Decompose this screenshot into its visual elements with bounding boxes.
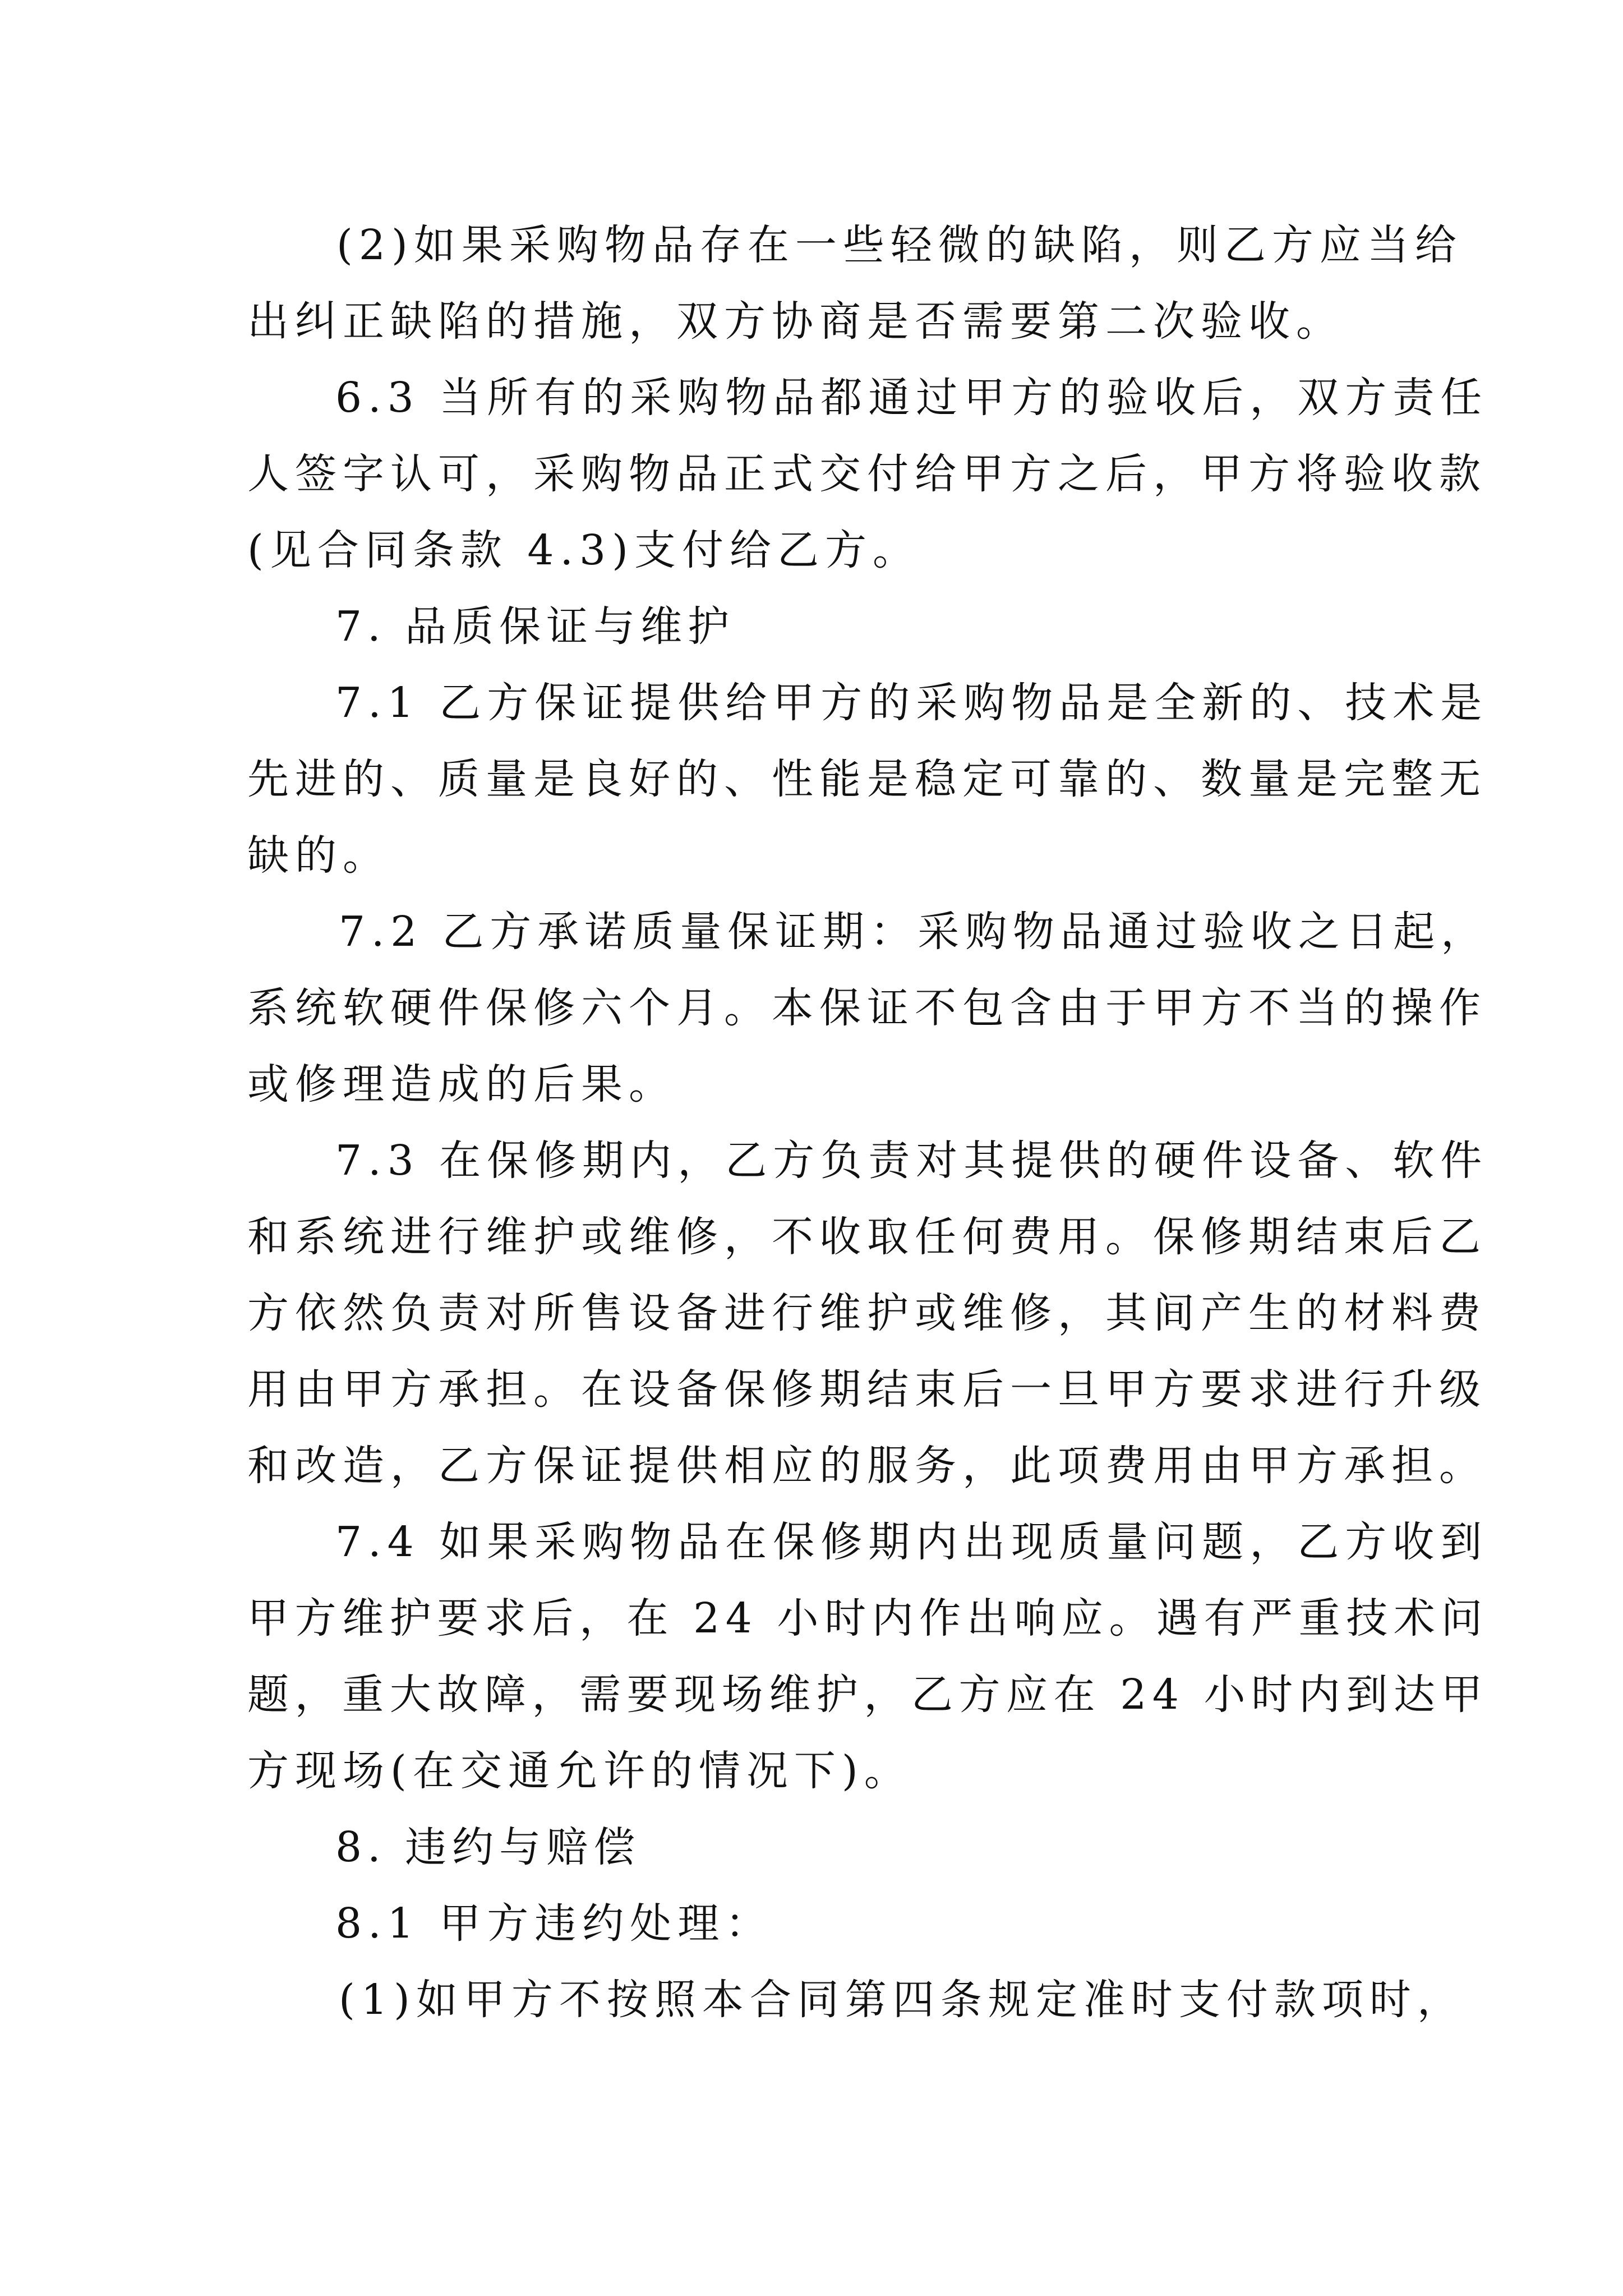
text-line: 人签字认可，采购物品正式交付给甲方之后，甲方将验收款: [247, 450, 1487, 498]
text-line: (1)如甲方不按照本合同第四条规定准时支付款项时，: [339, 1976, 1465, 2024]
text-line: 方依然负责对所售设备进行维护或维修，其间产生的材料费: [247, 1289, 1487, 1337]
text-line: 甲方维护要求后，在 24 小时内作出响应。遇有严重技术问: [247, 1594, 1488, 1642]
text-line: 出纠正缺陷的措施，双方协商是否需要第二次验收。: [247, 297, 1344, 346]
text-line: 先进的、质量是良好的、性能是稳定可靠的、数量是完整无: [247, 755, 1487, 803]
text-line: 7.4 如果采购物品在保修期内出现质量问题，乙方收到: [335, 1518, 1488, 1566]
text-line: 6.3 当所有的采购物品都通过甲方的验收后，双方责任: [335, 374, 1488, 422]
text-line: 和改造，乙方保证提供相应的服务，此项费用由甲方承担。: [247, 1442, 1487, 1490]
text-line: 或修理造成的后果。: [247, 1060, 676, 1108]
text-line: 缺的。: [247, 831, 390, 880]
text-line: (2)如果采购物品存在一些轻微的缺陷，则乙方应当给: [336, 221, 1463, 269]
text-line: 7.3 在保修期内，乙方负责对其提供的硬件设备、软件: [335, 1137, 1488, 1185]
section-heading: 8. 违约与赔偿: [335, 1823, 641, 1871]
text-line: 和系统进行维护或维修，不收取任何费用。保修期结束后乙: [247, 1213, 1487, 1261]
text-line: 系统软硬件保修六个月。本保证不包含由于甲方不当的操作: [247, 984, 1487, 1032]
text-line: 方现场(在交通允许的情况下)。: [247, 1747, 912, 1795]
text-line: 用由甲方承担。在设备保修期结束后一旦甲方要求进行升级: [247, 1365, 1487, 1414]
text-line: 8.1 甲方违约处理：: [335, 1899, 773, 1948]
text-line: 7.2 乙方承诺质量保证期：采购物品通过验收之日起，: [339, 908, 1488, 956]
text-line: (见合同条款 4.3)支付给乙方。: [247, 526, 920, 574]
section-heading: 7. 品质保证与维护: [335, 602, 735, 651]
text-line: 题，重大故障，需要现场维护，乙方应在 24 小时内到达甲: [247, 1671, 1488, 1719]
text-line: 7.1 乙方保证提供给甲方的采购物品是全新的、技术是: [335, 679, 1488, 727]
